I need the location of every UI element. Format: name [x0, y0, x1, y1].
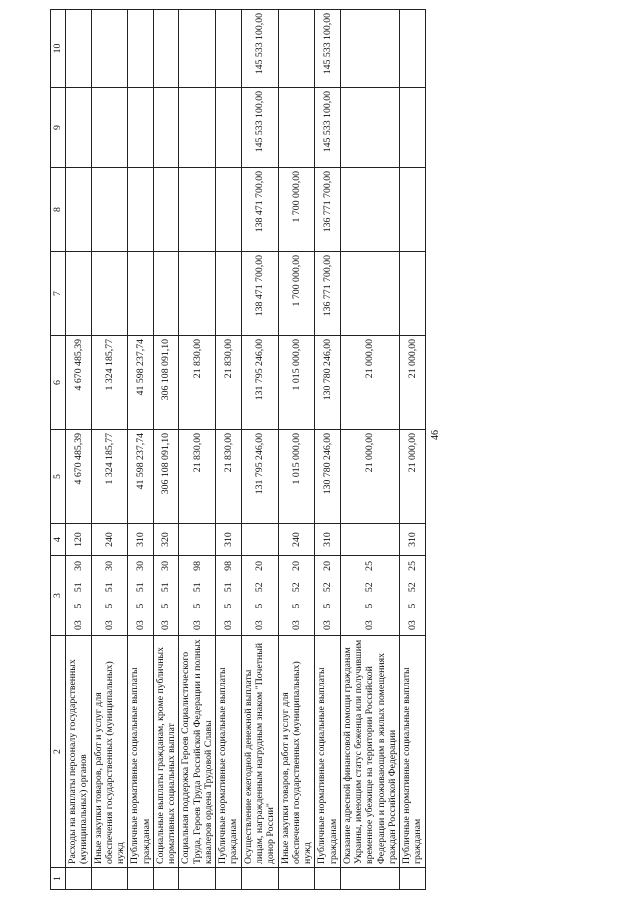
amount-v9 [340, 88, 399, 168]
expense-type-code [241, 524, 278, 556]
table-row [179, 10, 216, 890]
row-name: Публичные нормативные социальные выплаты гражданам [216, 636, 242, 868]
program-code-cell [315, 556, 341, 636]
amount-v9: 145 533 100,00 [241, 88, 278, 168]
amount-v6: 21 830,00 [179, 336, 216, 430]
expense-type-code [340, 524, 399, 556]
amount-v7 [400, 252, 426, 336]
expense-type-code: 120 [66, 524, 92, 556]
code-part: 20 [290, 561, 302, 571]
header-col-5: 5 [51, 430, 66, 524]
expense-type-code: 310 [315, 524, 341, 556]
code-part: 5 [134, 603, 146, 609]
program-code-cell [278, 556, 315, 636]
amount-v8: 1 700 000,00 [278, 168, 315, 252]
row-marker-cell [66, 868, 92, 890]
code-part: 30 [72, 561, 84, 571]
header-col-6: 6 [51, 336, 66, 430]
amount-v10 [66, 10, 92, 88]
code-part: 51 [191, 582, 203, 593]
amount-v7: 136 771 700,00 [315, 252, 341, 336]
code-part: 52 [253, 582, 265, 593]
program-code [254, 559, 265, 632]
amount-v5: 306 108 091,10 [153, 430, 179, 524]
program-code [364, 559, 375, 632]
amount-v7: 1 700 000,00 [278, 252, 315, 336]
amount-v10 [128, 10, 154, 88]
row-marker-cell [128, 868, 154, 890]
table-body [66, 10, 426, 890]
table-row [128, 10, 154, 890]
amount-v10 [179, 10, 216, 88]
row-marker-cell [216, 868, 242, 890]
amount-v7 [216, 252, 242, 336]
amount-v9 [66, 88, 92, 168]
amount-v5: 21 830,00 [179, 430, 216, 524]
program-code [135, 559, 146, 632]
amount-v7 [153, 252, 179, 336]
table-row [400, 10, 426, 890]
header-col-7: 7 [51, 252, 66, 336]
code-part: 5 [321, 603, 333, 609]
program-code-cell [153, 556, 179, 636]
program-code [160, 559, 171, 632]
header-col-8: 8 [51, 168, 66, 252]
amount-v7 [128, 252, 154, 336]
code-part: 52 [321, 582, 333, 593]
amount-v10 [278, 10, 315, 88]
code-part: 5 [253, 603, 265, 609]
row-name: Иные закупки товаров, работ и услуг для обеспечения государственных (муниципальных) нужд [91, 636, 128, 868]
amount-v9 [278, 88, 315, 168]
table-row [315, 10, 341, 890]
amount-v6: 131 795 246,00 [241, 336, 278, 430]
amount-v5: 1 324 185,77 [91, 430, 128, 524]
code-part: 5 [191, 603, 203, 609]
expense-type-code: 240 [91, 524, 128, 556]
table-row [278, 10, 315, 890]
table-row [66, 10, 92, 890]
program-code-cell [340, 556, 399, 636]
amount-v8 [400, 168, 426, 252]
amount-v6: 41 598 237,74 [128, 336, 154, 430]
code-part: 5 [222, 603, 234, 609]
table-row [216, 10, 242, 890]
amount-v5: 21 000,00 [400, 430, 426, 524]
page-number: 46 [430, 430, 441, 440]
code-part: 5 [103, 603, 115, 609]
amount-v10 [216, 10, 242, 88]
amount-v5: 21 830,00 [216, 430, 242, 524]
table-row [153, 10, 179, 890]
header-col-9: 9 [51, 88, 66, 168]
header-col-4: 4 [51, 524, 66, 556]
row-marker-cell [400, 868, 426, 890]
row-name: Социальная поддержка Героев Социалистического Труда, Героев Труда Российской Федерации и полных кавалеров ордена Трудовой Славы [179, 636, 216, 868]
code-part: 5 [72, 603, 84, 609]
program-code-cell [216, 556, 242, 636]
code-part: 03 [160, 620, 172, 630]
code-part: 03 [191, 620, 203, 630]
row-name: Публичные нормативные социальные выплаты гражданам [400, 636, 426, 868]
amount-v8 [153, 168, 179, 252]
code-part: 98 [222, 561, 234, 571]
code-part: 20 [321, 561, 333, 571]
amount-v8 [340, 168, 399, 252]
code-part: 20 [253, 561, 265, 571]
amount-v9 [153, 88, 179, 168]
amount-v5: 4 670 485,39 [66, 430, 92, 524]
header-col-2: 2 [51, 636, 66, 868]
code-part: 03 [103, 620, 115, 630]
program-code [73, 559, 84, 632]
row-name: Иные закупки товаров, работ и услуг для обеспечения государственных (муниципальных) нужд [278, 636, 315, 868]
header-col-1: 1 [51, 868, 66, 890]
code-part: 25 [364, 561, 376, 571]
program-code-cell [128, 556, 154, 636]
row-marker-cell [91, 868, 128, 890]
amount-v6: 21 000,00 [400, 336, 426, 430]
code-part: 03 [72, 620, 84, 630]
program-code [407, 559, 418, 632]
expense-type-code: 240 [278, 524, 315, 556]
code-part: 51 [134, 582, 146, 593]
program-code [192, 559, 203, 632]
amount-v5: 1 015 000,00 [278, 430, 315, 524]
amount-v6: 21 830,00 [216, 336, 242, 430]
code-part: 03 [406, 620, 418, 630]
amount-v10: 145 533 100,00 [241, 10, 278, 88]
code-part: 03 [364, 620, 376, 630]
amount-v6: 1 015 000,00 [278, 336, 315, 430]
amount-v8 [179, 168, 216, 252]
program-code-cell [400, 556, 426, 636]
expense-type-code: 310 [216, 524, 242, 556]
amount-v10 [400, 10, 426, 88]
amount-v9 [128, 88, 154, 168]
program-code-cell [241, 556, 278, 636]
code-part: 30 [160, 561, 172, 571]
code-part: 03 [321, 620, 333, 630]
code-part: 51 [103, 582, 115, 593]
program-code [104, 559, 115, 632]
amount-v7 [66, 252, 92, 336]
amount-v7 [340, 252, 399, 336]
amount-v8 [91, 168, 128, 252]
expense-type-code: 310 [128, 524, 154, 556]
program-code-cell [91, 556, 128, 636]
header-row [51, 10, 66, 890]
row-name: Осуществление ежегодной денежной выплаты лицам, награжденным нагрудным знаком "Почетный донор России" [241, 636, 278, 868]
code-part: 51 [72, 582, 84, 593]
row-marker-cell [278, 868, 315, 890]
table-row [340, 10, 399, 890]
code-part: 52 [406, 582, 418, 593]
amount-v5: 21 000,00 [340, 430, 399, 524]
amount-v6: 130 780 246,00 [315, 336, 341, 430]
amount-v9 [216, 88, 242, 168]
row-marker-cell [179, 868, 216, 890]
amount-v10: 145 533 100,00 [315, 10, 341, 88]
code-part: 03 [222, 620, 234, 630]
amount-v6: 1 324 185,77 [91, 336, 128, 430]
amount-v6: 4 670 485,39 [66, 336, 92, 430]
row-name: Оказание адресной финансовой помощи гражданам Украины, имеющим статус беженца или получившим временное убежище на территории Российской Федерации и проживающим в жилых помещениях граждан Российской Федерации [340, 636, 399, 868]
expense-type-code: 320 [153, 524, 179, 556]
amount-v6: 21 000,00 [340, 336, 399, 430]
header-col-10: 10 [51, 10, 66, 88]
amount-v8 [128, 168, 154, 252]
code-part: 03 [290, 620, 302, 630]
code-part: 51 [160, 582, 172, 593]
table-row [91, 10, 128, 890]
table-row [241, 10, 278, 890]
amount-v8 [216, 168, 242, 252]
amount-v8: 138 471 700,00 [241, 168, 278, 252]
amount-v5: 131 795 246,00 [241, 430, 278, 524]
code-part: 03 [134, 620, 146, 630]
amount-v7: 138 471 700,00 [241, 252, 278, 336]
code-part: 03 [253, 620, 265, 630]
amount-v9 [179, 88, 216, 168]
expense-type-code: 310 [400, 524, 426, 556]
code-part: 5 [290, 603, 302, 609]
code-part: 5 [160, 603, 172, 609]
row-name: Социальные выплаты гражданам, кроме публичных нормативных социальных выплат [153, 636, 179, 868]
expense-type-code [179, 524, 216, 556]
code-part: 5 [364, 603, 376, 609]
code-part: 98 [191, 561, 203, 571]
header-col-3: 3 [51, 556, 66, 636]
amount-v8 [66, 168, 92, 252]
row-marker-cell [153, 868, 179, 890]
row-name: Публичные нормативные социальные выплаты гражданам [128, 636, 154, 868]
amount-v5: 130 780 246,00 [315, 430, 341, 524]
row-marker-cell [340, 868, 399, 890]
budget-table [50, 9, 426, 890]
amount-v9 [400, 88, 426, 168]
row-marker-cell [241, 868, 278, 890]
amount-v5: 41 598 237,74 [128, 430, 154, 524]
amount-v10 [340, 10, 399, 88]
program-code [223, 559, 234, 632]
rotated-table-container [50, 10, 424, 890]
code-part: 25 [406, 561, 418, 571]
code-part: 30 [103, 561, 115, 571]
row-name: Расходы на выплаты персоналу государственных (муниципальных) органов [66, 636, 92, 868]
code-part: 51 [222, 582, 234, 593]
program-code [291, 559, 302, 632]
amount-v7 [91, 252, 128, 336]
program-code [322, 559, 333, 632]
amount-v9 [91, 88, 128, 168]
amount-v6: 306 108 091,10 [153, 336, 179, 430]
row-marker-cell [315, 868, 341, 890]
code-part: 52 [364, 582, 376, 593]
amount-v10 [153, 10, 179, 88]
code-part: 30 [134, 561, 146, 571]
amount-v8: 136 771 700,00 [315, 168, 341, 252]
program-code-cell [179, 556, 216, 636]
amount-v7 [179, 252, 216, 336]
code-part: 52 [290, 582, 302, 593]
program-code-cell [66, 556, 92, 636]
row-name: Публичные нормативные социальные выплаты гражданам [315, 636, 341, 868]
amount-v9: 145 533 100,00 [315, 88, 341, 168]
amount-v10 [91, 10, 128, 88]
code-part: 5 [406, 603, 418, 609]
